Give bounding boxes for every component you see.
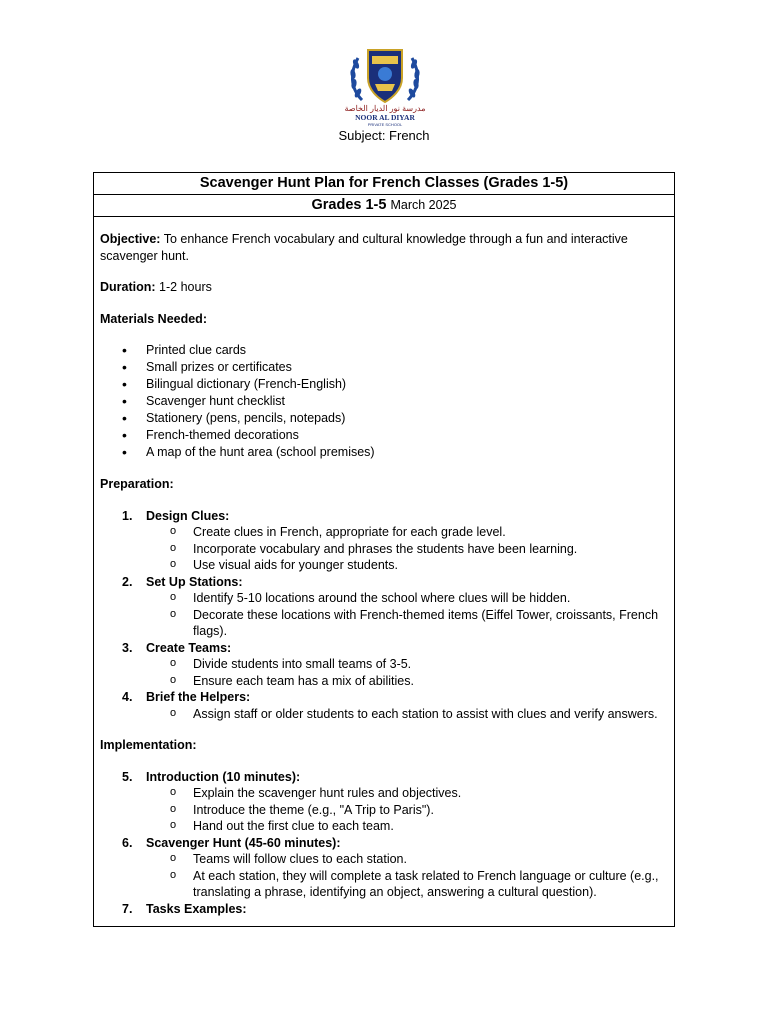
list-item: • French-themed decorations	[100, 427, 668, 444]
sub-item: o Identify 5-10 locations around the school where clues will be hidden.	[146, 590, 668, 607]
sub-item: o Use visual aids for younger students.	[146, 557, 668, 574]
school-logo	[344, 44, 426, 132]
duration-label: Duration:	[100, 280, 156, 294]
step-item	[100, 835, 668, 901]
grades-label: Grades 1-5	[311, 197, 387, 213]
duration-text: 1-2 hours	[159, 280, 212, 294]
preparation-steps	[100, 508, 668, 723]
materials-list	[100, 342, 668, 461]
grades-row	[94, 195, 674, 217]
logo-small-text: PRIVATE SCHOOL	[367, 122, 403, 127]
step-item	[100, 689, 668, 722]
date-label: March 2025	[390, 198, 457, 212]
list-item: • Printed clue cards	[100, 342, 668, 359]
preparation-heading	[100, 476, 668, 493]
implementation-label: Implementation:	[100, 738, 197, 752]
logo-arabic-text: مدرسة نور الديار الخاصة	[344, 104, 426, 113]
step-title: Introduction (10 minutes):	[146, 769, 301, 784]
step-number: 2.	[122, 574, 133, 589]
step-number: 1.	[122, 508, 133, 523]
step-title: Set Up Stations:	[146, 574, 243, 589]
step-title: Tasks Examples:	[146, 901, 247, 916]
sub-item: o Explain the scavenger hunt rules and objectives.	[146, 785, 668, 802]
step-subitems	[146, 706, 668, 723]
document-title: Scavenger Hunt Plan for French Classes (Grades 1-5)	[94, 173, 674, 195]
step-item	[100, 508, 668, 574]
list-item: • A map of the hunt area (school premises)	[100, 444, 668, 461]
step-number: 7.	[122, 901, 133, 916]
sub-item: o Teams will follow clues to each station.	[146, 851, 668, 868]
objective-label: Objective:	[100, 232, 161, 246]
step-title: Create Teams:	[146, 640, 232, 655]
step-title: Design Clues:	[146, 508, 230, 523]
step-subitems	[146, 524, 668, 574]
step-number: 6.	[122, 835, 133, 850]
sub-item: o Incorporate vocabulary and phrases the students have been learning.	[146, 541, 668, 558]
sub-item: o Create clues in French, appropriate for each grade level.	[146, 524, 668, 541]
logo-english-text: NOOR AL DIYAR	[355, 113, 415, 122]
list-item: • Small prizes or certificates	[100, 359, 668, 376]
objective-paragraph	[100, 231, 668, 264]
sub-item: o Divide students into small teams of 3-5.	[146, 656, 668, 673]
list-item: • Stationery (pens, pencils, notepads)	[100, 410, 668, 427]
sub-item: o Ensure each team has a mix of abilities.	[146, 673, 668, 690]
objective-text: To enhance French vocabulary and cultural knowledge through a fun and interactive scavenger hunt.	[100, 232, 628, 263]
list-item: • Bilingual dictionary (French-English)	[100, 376, 668, 393]
sub-item: o Introduce the theme (e.g., "A Trip to Paris").	[146, 802, 668, 819]
step-number: 4.	[122, 690, 133, 704]
sub-item: o Hand out the first clue to each team.	[146, 818, 668, 835]
materials-label: Materials Needed:	[100, 311, 207, 326]
duration-paragraph	[100, 279, 668, 296]
step-item	[100, 901, 668, 918]
step-number: 5.	[122, 769, 133, 784]
step-subitems	[146, 590, 668, 640]
preparation-label: Preparation:	[100, 477, 174, 491]
step-item	[100, 640, 668, 690]
lesson-plan-table	[93, 172, 675, 927]
sub-item: o Decorate these locations with French-themed items (Eiffel Tower, croissants, French flags).	[146, 607, 668, 640]
plan-content	[94, 217, 674, 917]
step-item	[100, 769, 668, 835]
subject-line: Subject: French	[338, 128, 430, 143]
implementation-steps	[100, 769, 668, 918]
sub-item: o Assign staff or older students to each station to assist with clues and verify answers.	[146, 706, 668, 723]
sub-item: o At each station, they will complete a task related to French language or culture (e.g., translating a phrase, identifying an object, answering a cultural question).	[146, 868, 668, 901]
step-subitems	[146, 851, 668, 901]
materials-heading	[100, 311, 668, 328]
step-item	[100, 574, 668, 640]
step-title: Scavenger Hunt (45-60 minutes):	[146, 835, 341, 850]
list-item: • Scavenger hunt checklist	[100, 393, 668, 410]
step-title: Brief the Helpers:	[146, 690, 251, 704]
step-subitems	[146, 656, 668, 689]
implementation-heading	[100, 737, 668, 754]
step-number: 3.	[122, 640, 133, 655]
step-subitems	[146, 785, 668, 835]
